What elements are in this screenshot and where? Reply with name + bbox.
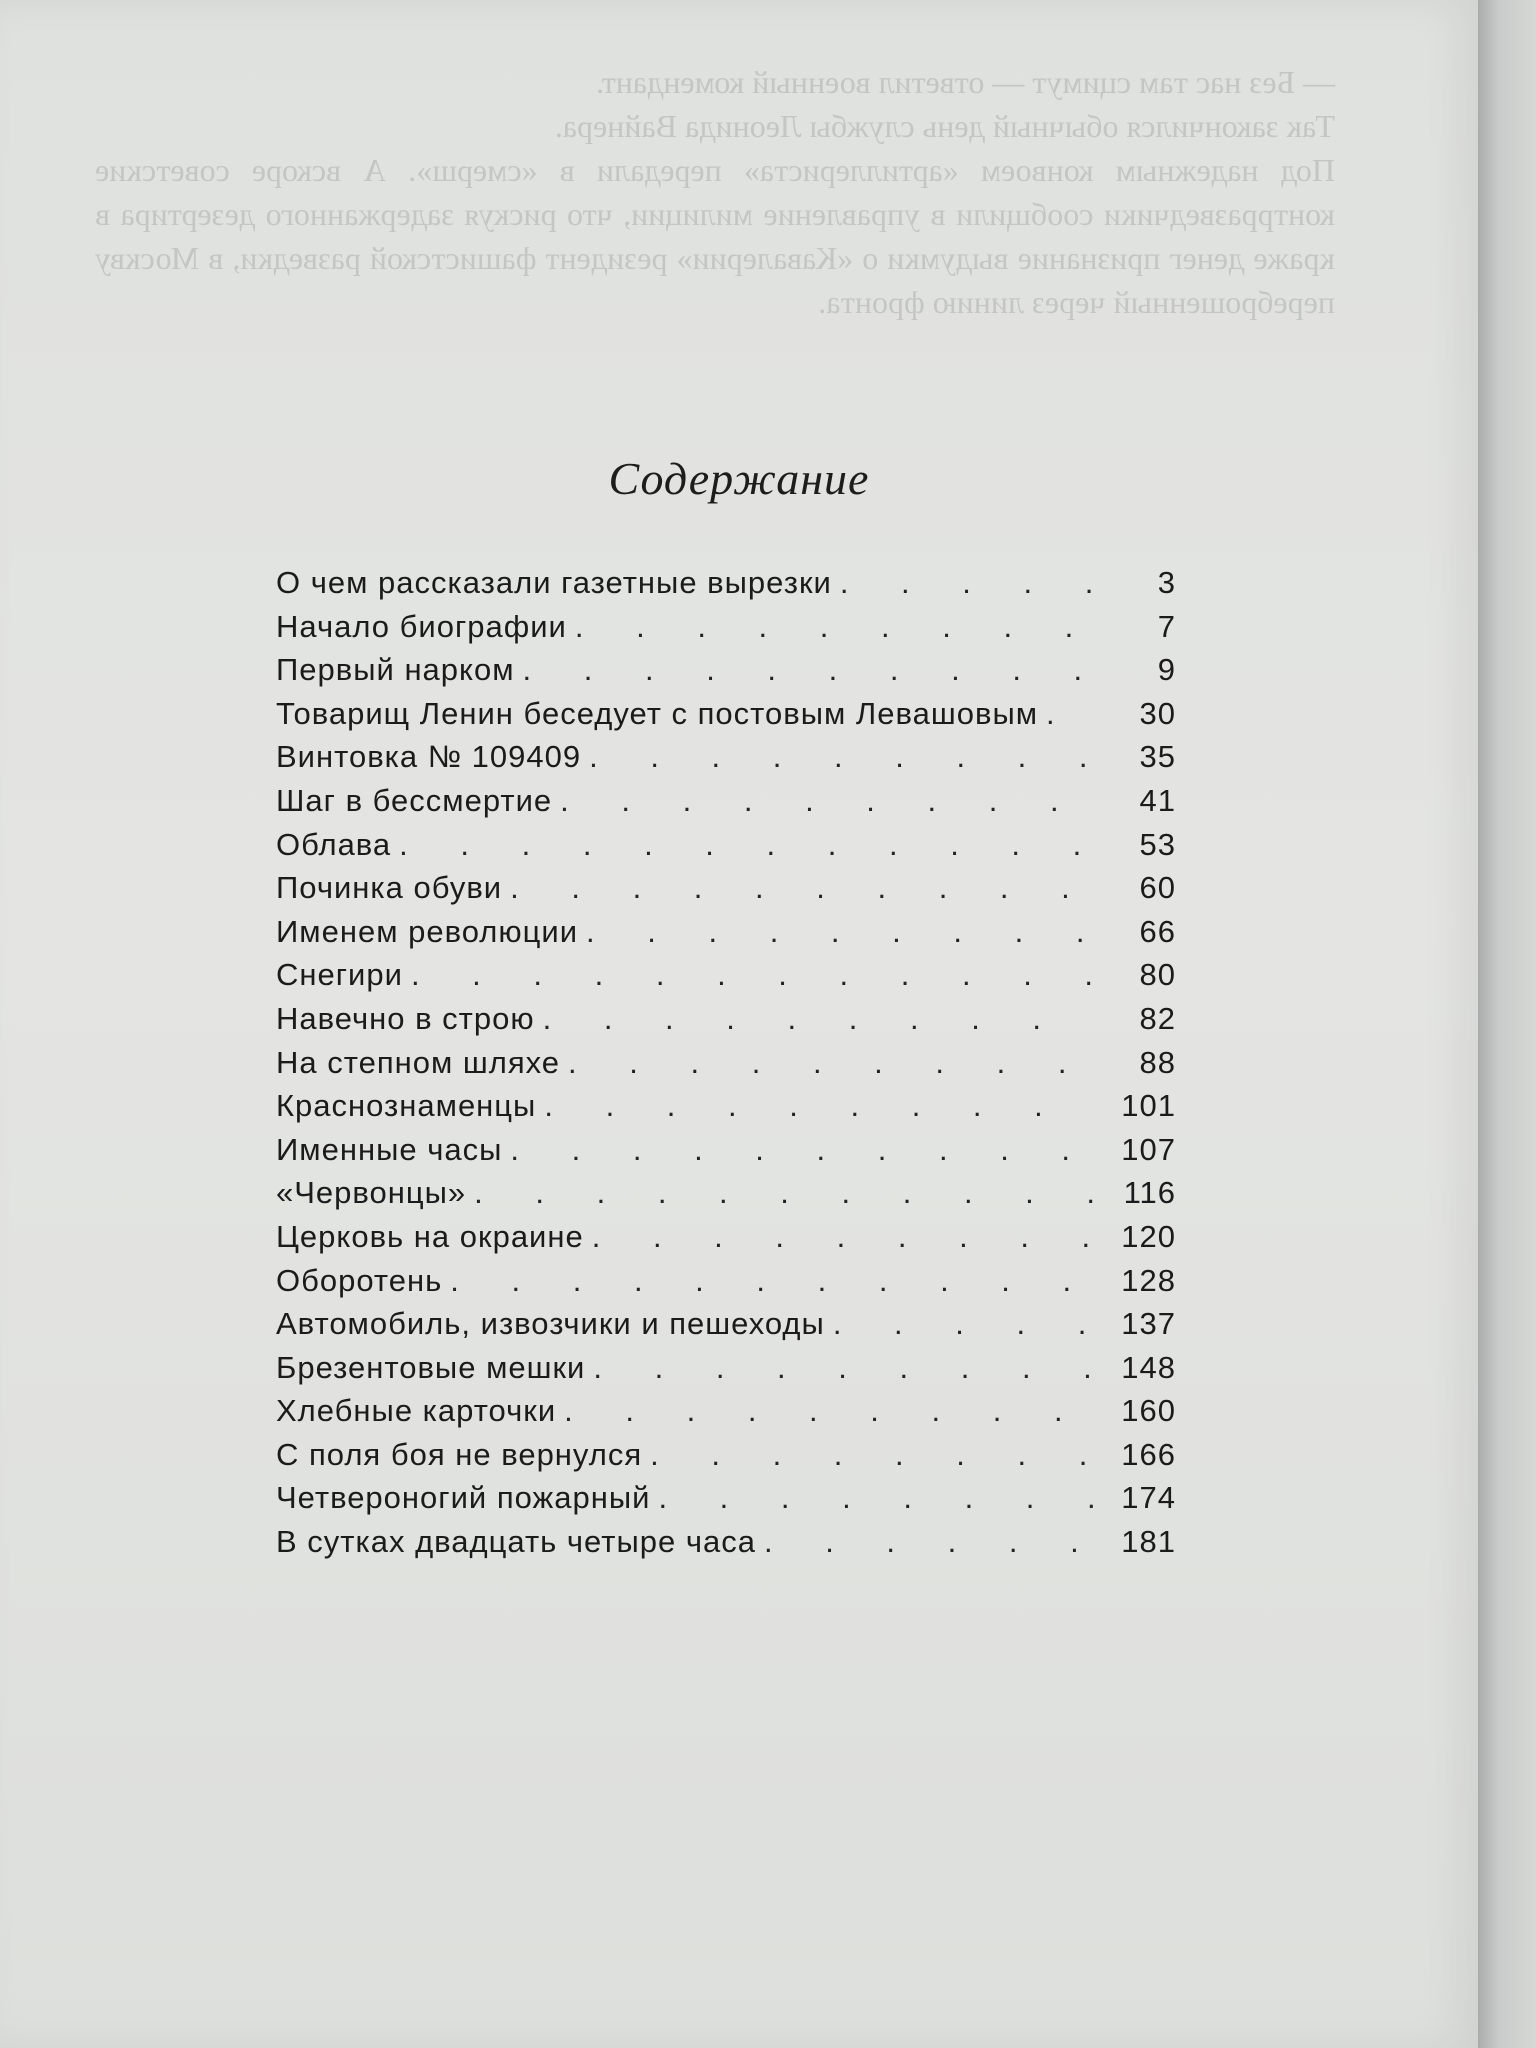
toc-leader-dots [411, 957, 1096, 993]
toc-leader-dots [399, 827, 1096, 863]
toc-entry-title: Автомобиль, извозчики и пешеходы [276, 1306, 825, 1342]
toc-entry-page: 82 [1139, 1000, 1176, 1036]
toc-entry [276, 1393, 1176, 1437]
toc-entry-title: Оборотень [276, 1262, 443, 1298]
toc-entry-page: 35 [1139, 739, 1176, 775]
toc-entry-page: 60 [1139, 870, 1176, 906]
toc-leader-dots [764, 1524, 1096, 1560]
toc-leader-dots [564, 1393, 1096, 1429]
toc-entry-title: Товарищ Ленин беседует с постовым Левашовым [276, 695, 1039, 731]
toc-entry-page: 160 [1121, 1393, 1176, 1429]
toc-entry-title: Хлебные карточки [276, 1393, 557, 1429]
toc-entry-title: Четвероногий пожарный [276, 1480, 651, 1516]
toc-leader-dots [544, 1088, 1096, 1124]
toc-entry-title: С поля боя не вернулся [276, 1436, 643, 1472]
toc-entry-title: Именные часы [276, 1131, 503, 1167]
page-title: Содержание [608, 453, 870, 504]
toc-entry [276, 565, 1176, 609]
toc-entry-title: Навечно в строю [276, 1000, 535, 1036]
toc-entry-page: 80 [1139, 957, 1176, 993]
toc-entry-page: 148 [1121, 1349, 1176, 1385]
toc-entry-page: 181 [1121, 1524, 1176, 1560]
toc-entry-page: 41 [1139, 782, 1176, 818]
toc-entry-title: О чем рассказали газетные вырезки [276, 565, 832, 600]
toc-leader-dots [586, 914, 1096, 950]
toc-entry-page: 9 [1157, 652, 1176, 688]
toc-leader-dots [593, 1350, 1096, 1386]
toc-entry-title: Брезентовые мешки [276, 1349, 586, 1385]
toc-entry-page: 101 [1121, 1088, 1176, 1124]
toc-entry [276, 1306, 1176, 1350]
toc-entry-page: 88 [1139, 1044, 1176, 1080]
toc-leader-dots [658, 1480, 1096, 1516]
toc-leader-dots [650, 1437, 1096, 1473]
toc-entry-title: Шаг в бессмертие [276, 782, 553, 818]
toc-leader-dots [833, 1306, 1096, 1342]
toc-entry-title: Снегири [276, 957, 403, 993]
toc-entry [276, 696, 1176, 740]
book-edge [1478, 0, 1536, 2048]
toc-entry [276, 609, 1176, 653]
toc-entry-title: Краснознаменцы [276, 1088, 537, 1124]
bleed-through-text [95, 60, 1335, 324]
toc-entry-page: 120 [1121, 1218, 1176, 1254]
toc-entry [276, 652, 1176, 696]
toc-entry [276, 1524, 1176, 1568]
toc-entry [276, 870, 1176, 914]
toc-entry-title: Починка обуви [276, 870, 503, 906]
toc-entry [276, 1045, 1176, 1089]
toc-entry [276, 1132, 1176, 1176]
toc-entry-title: «Червонцы» [276, 1175, 467, 1211]
bleed-line: — Без нас там сцимут — ответил военный комендант. [596, 64, 1335, 100]
toc-entry [276, 1001, 1176, 1045]
toc-entry [276, 1263, 1176, 1307]
toc-leader-dots [543, 1001, 1096, 1037]
toc-entry-title: Винтовка № 109409 [276, 739, 582, 775]
toc-entry-page: 107 [1121, 1131, 1176, 1167]
toc-entry-page: 30 [1139, 695, 1176, 731]
toc-entry [276, 1219, 1176, 1263]
toc-entry-page: 128 [1121, 1262, 1176, 1298]
table-of-contents [276, 565, 1176, 1568]
toc-entry-page: 166 [1121, 1436, 1176, 1472]
toc-entry [276, 827, 1176, 871]
toc-entry [276, 1350, 1176, 1394]
toc-entry [276, 957, 1176, 1001]
toc-entry-page: 174 [1121, 1480, 1176, 1516]
toc-entry-page: 7 [1157, 608, 1176, 644]
toc-entry [276, 783, 1176, 827]
toc-leader-dots [589, 739, 1096, 775]
toc-entry [276, 914, 1176, 958]
toc-entry-title: На степном шляхе [276, 1044, 561, 1080]
toc-entry-page: 53 [1139, 826, 1176, 862]
toc-entry-page: 3 [1157, 565, 1176, 600]
toc-entry-title: Именем революции [276, 913, 579, 949]
toc-entry-title: Облава [276, 826, 392, 862]
toc-leader-dots [523, 652, 1096, 688]
bleed-line: Так закончился обычный день службы Леонида Вайнера. [554, 108, 1335, 144]
toc-leader-dots [474, 1175, 1096, 1211]
bleed-line: Под надежным конвоем «артиллериста» передали в «смерш». А вскоре советские контрразведчики сообщили в управление милиции, что рискуя задержанного дезертира в краже денег признание выдумки о «Кавалерии» резидент фашистской разведки, в Москву переброшенный через линию фронта. [95, 152, 1335, 320]
toc-leader-dots [560, 783, 1096, 819]
toc-entry-title: В сутках двадцать четыре часа [276, 1524, 756, 1560]
toc-entry-title: Первый нарком [276, 652, 515, 688]
toc-entry [276, 1437, 1176, 1481]
toc-entry-title: Церковь на окраине [276, 1218, 584, 1254]
toc-entry-title: Начало биографии [276, 608, 567, 644]
toc-leader-dots [840, 565, 1096, 601]
toc-leader-dots [592, 1219, 1096, 1255]
toc-entry [276, 1088, 1176, 1132]
toc-leader-dots [510, 1132, 1096, 1168]
toc-entry-page: 137 [1121, 1306, 1176, 1342]
toc-leader-dots [510, 870, 1096, 906]
toc-entry [276, 1175, 1176, 1219]
toc-leader-dots [575, 609, 1096, 645]
toc-leader-dots [568, 1045, 1096, 1081]
toc-leader-dots [1046, 696, 1096, 732]
toc-entry [276, 739, 1176, 783]
toc-entry [276, 1480, 1176, 1524]
toc-leader-dots [450, 1263, 1096, 1299]
toc-entry-page: 116 [1123, 1175, 1176, 1211]
toc-entry-page: 66 [1139, 913, 1176, 949]
